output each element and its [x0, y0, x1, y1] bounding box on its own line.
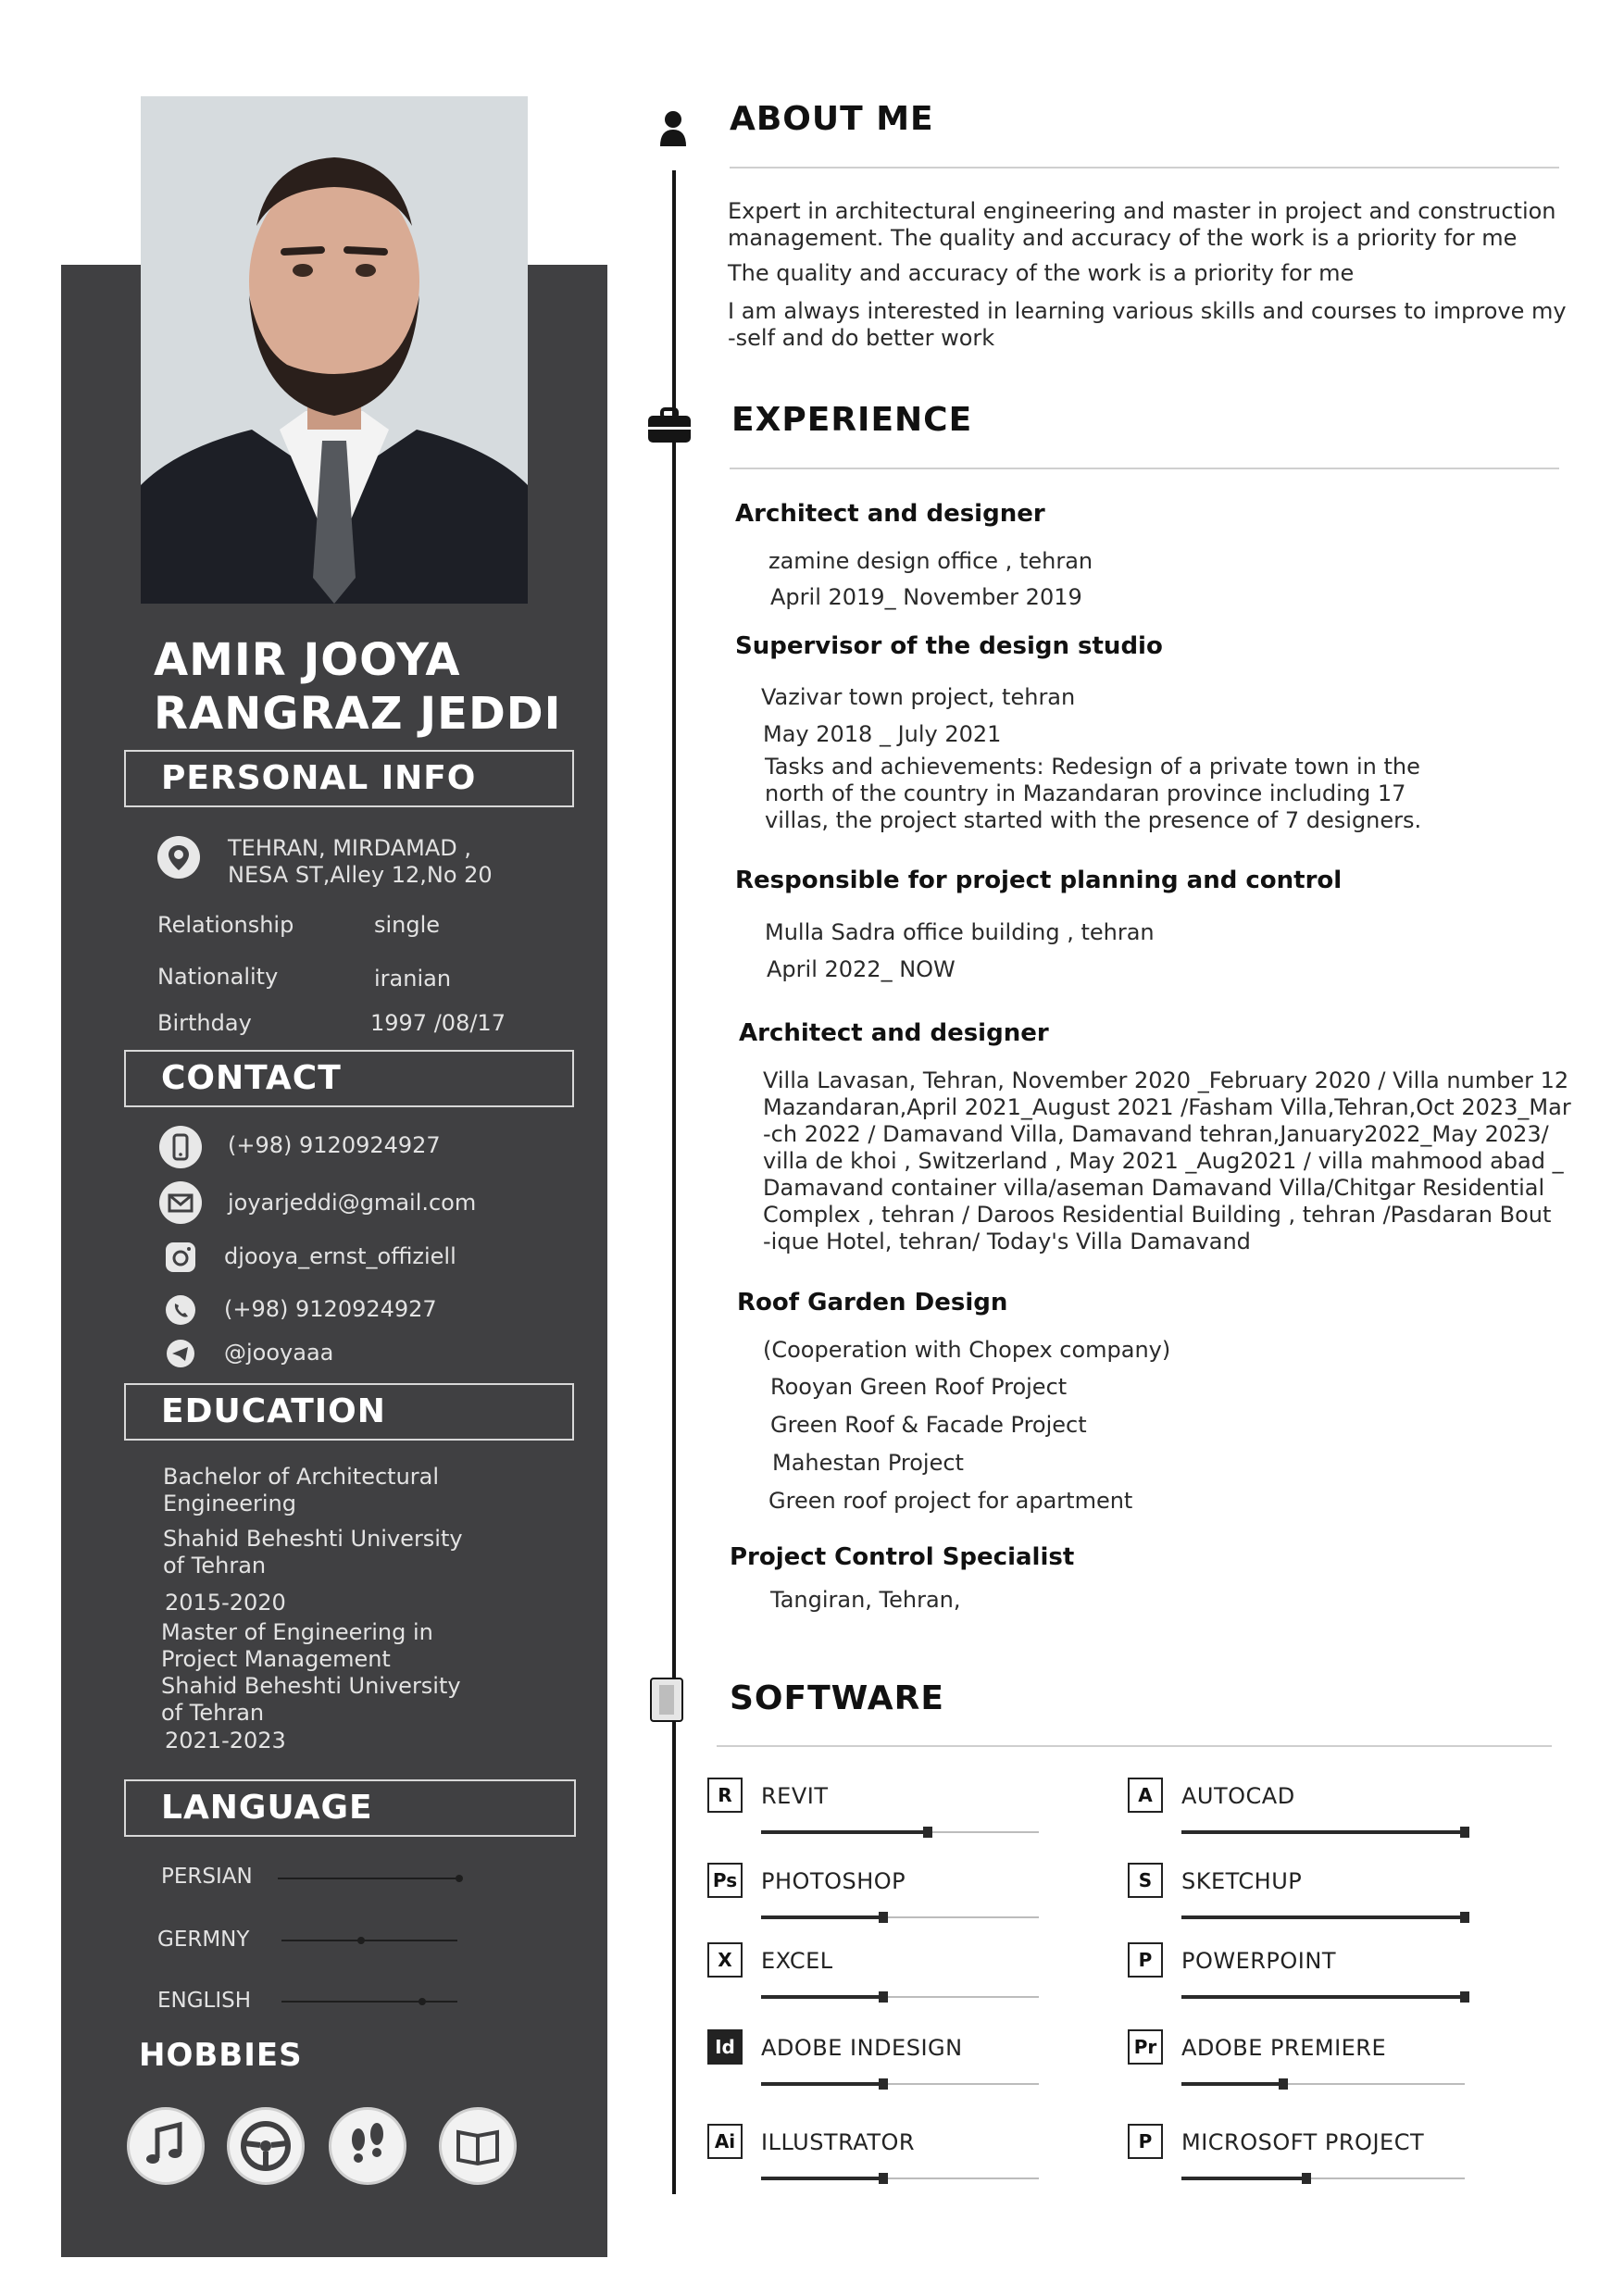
email-address[interactable]: joyarjeddi@gmail.com	[228, 1190, 477, 1216]
job-title: Supervisor of the design studio	[735, 632, 1163, 660]
language-bar	[281, 2001, 457, 2003]
email-icon	[159, 1181, 202, 1224]
telegram-handle[interactable]: @jooyaaa	[224, 1340, 334, 1366]
education-line: Master of Engineering in	[161, 1619, 433, 1645]
software-name: ADOBE INDESIGN	[761, 2035, 963, 2061]
software-name: POWERPOINT	[1181, 1948, 1336, 1974]
software-skill-fill	[1181, 2082, 1283, 2086]
excel-icon: X	[707, 1942, 743, 1978]
software-skill-bar	[761, 2083, 1039, 2085]
adobe-premiere-icon: Pr	[1128, 2029, 1163, 2065]
language-name: GERMNY	[157, 1928, 250, 1952]
software-skill-marker	[879, 1991, 888, 2003]
software-skill-bar	[1181, 2177, 1465, 2179]
about-text: -self and do better work	[728, 325, 995, 351]
job-company: Mulla Sadra office building , tehran	[765, 919, 1155, 945]
steering-wheel-icon	[227, 2107, 305, 2185]
job-description: Damavand container villa/aseman Damavand Villa/Chitgar Residential	[763, 1175, 1545, 1201]
adobe-indesign-icon: Id	[707, 2029, 743, 2065]
job-detail: Mahestan Project	[772, 1450, 964, 1476]
job-dates: April 2019_ November 2019	[770, 584, 1082, 610]
address-line-2: NESA ST,Alley 12,No 20	[228, 862, 493, 888]
language-heading: LANGUAGE	[124, 1779, 576, 1837]
powerpoint-icon: P	[1128, 1942, 1163, 1978]
language-level-marker	[418, 1998, 426, 2005]
language-level-marker	[357, 1937, 365, 1944]
job-detail: Green Roof & Facade Project	[770, 1412, 1087, 1438]
photoshop-icon: Ps	[707, 1863, 743, 1898]
sketchup-icon: S	[1128, 1863, 1163, 1898]
software-name: ADOBE PREMIERE	[1181, 2035, 1387, 2061]
software-skill-marker	[879, 2078, 888, 2090]
job-description: -ique Hotel, tehran/ Today's Villa Damavand	[763, 1229, 1251, 1254]
software-skill-marker	[879, 2173, 888, 2184]
location-icon	[157, 836, 200, 879]
education-line: Bachelor of Architectural	[163, 1464, 440, 1490]
software-name: REVIT	[761, 1783, 829, 1809]
software-skill-fill	[1181, 1830, 1465, 1834]
autocad-icon: A	[1128, 1778, 1163, 1813]
language-name: ENGLISH	[157, 1989, 252, 2013]
education-line: of Tehran	[163, 1553, 267, 1578]
about-divider	[730, 167, 1559, 168]
software-name: EXCEL	[761, 1948, 833, 1974]
education-heading: EDUCATION	[124, 1383, 574, 1441]
software-name: ILLUSTRATOR	[761, 2129, 916, 2155]
education-line: Project Management	[161, 1646, 391, 1672]
microsoft-project-icon: P	[1128, 2124, 1163, 2159]
first-name: AMIR JOOYA	[154, 634, 461, 686]
about-text: The quality and accuracy of the work is a priority for me	[728, 260, 1355, 286]
revit-icon: R	[707, 1778, 743, 1813]
software-skill-fill	[1181, 1995, 1465, 1999]
job-title: Roof Garden Design	[737, 1289, 1008, 1316]
software-skill-bar	[761, 1916, 1039, 1918]
software-skill-bar	[1181, 1916, 1465, 1918]
job-description: villa de khoi , Switzerland , May 2021 _Aug2021 / villa mahmood abad _	[763, 1148, 1564, 1174]
job-description: Complex , tehran / Daroos Residential Building , tehran /Pasdaran Bout	[763, 1202, 1552, 1228]
birthday-value: 1997 /08/17	[370, 1010, 506, 1036]
job-description: north of the country in Mazandaran province including 17	[765, 780, 1406, 806]
job-detail: (Cooperation with Chopex company)	[763, 1337, 1171, 1363]
experience-divider	[730, 468, 1559, 469]
software-skill-marker	[1460, 1991, 1469, 2003]
phone-number[interactable]: (+98) 9120924927	[228, 1132, 441, 1158]
hard-drive-icon	[650, 1678, 683, 1722]
experience-heading: EXPERIENCE	[731, 401, 973, 439]
software-skill-bar	[761, 2177, 1039, 2179]
briefcase-icon	[646, 407, 693, 444]
phone-icon	[159, 1126, 202, 1168]
software-skill-fill	[761, 2177, 883, 2180]
job-description: Villa Lavasan, Tehran, November 2020 _February 2020 / Villa number 12	[763, 1067, 1569, 1093]
education-years: 2021-2023	[165, 1728, 286, 1753]
software-skill-bar	[761, 1996, 1039, 1998]
software-divider	[717, 1745, 1552, 1747]
timeline-line	[672, 170, 676, 2194]
software-name: AUTOCAD	[1181, 1783, 1295, 1809]
job-dates: April 2022_ NOW	[767, 956, 956, 982]
language-level-marker	[456, 1875, 463, 1882]
education-line: Shahid Beheshti University	[163, 1526, 463, 1552]
whatsapp-icon	[163, 1292, 198, 1328]
job-description: Mazandaran,April 2021_August 2021 /Fasham Villa,Tehran,Oct 2023_Mar	[763, 1094, 1571, 1120]
music-icon	[127, 2107, 205, 2185]
hobbies-heading: HOBBIES	[139, 2037, 303, 2074]
last-name: RANGRAZ JEDDI	[154, 688, 562, 740]
person-icon	[656, 109, 691, 146]
software-skill-fill	[1181, 2177, 1306, 2180]
job-title: Project Control Specialist	[730, 1543, 1075, 1571]
job-detail: Rooyan Green Roof Project	[770, 1374, 1068, 1400]
education-line: of Tehran	[161, 1700, 265, 1726]
language-bar	[281, 1940, 457, 1941]
job-description: Tasks and achievements: Redesign of a private town in the	[765, 754, 1420, 780]
job-company: Tangiran, Tehran,	[770, 1587, 961, 1613]
relationship-value: single	[374, 912, 441, 938]
software-name: MICROSOFT PROJECT	[1181, 2129, 1425, 2155]
software-skill-fill	[1181, 1915, 1465, 1919]
profile-photo-illustration	[141, 96, 528, 604]
job-description: -ch 2022 / Damavand Villa, Damavand tehran,January2022_May 2023/	[763, 1121, 1549, 1147]
instagram-icon	[162, 1239, 199, 1276]
software-name: PHOTOSHOP	[761, 1868, 906, 1894]
software-skill-marker	[1460, 1827, 1469, 1838]
software-skill-marker	[923, 1827, 932, 1838]
software-skill-marker	[879, 1912, 888, 1923]
software-skill-fill	[761, 1995, 883, 1999]
about-text: Expert in architectural engineering and master in project and construction	[728, 198, 1556, 224]
job-title: Architect and designer	[739, 1019, 1049, 1047]
about-text: management. The quality and accuracy of the work is a priority for me	[728, 225, 1518, 251]
language-bar	[278, 1878, 459, 1879]
software-name: SKETCHUP	[1181, 1868, 1303, 1894]
software-skill-bar	[1181, 1831, 1465, 1833]
job-title: Architect and designer	[735, 500, 1045, 528]
software-skill-fill	[761, 1915, 883, 1919]
software-skill-fill	[761, 2082, 883, 2086]
telegram-icon	[165, 1338, 196, 1369]
software-skill-bar	[761, 1831, 1039, 1833]
education-years: 2015-2020	[165, 1590, 286, 1616]
book-icon	[439, 2107, 517, 2185]
about-heading: ABOUT ME	[730, 100, 934, 138]
about-text: I am always interested in learning various skills and courses to improve my	[728, 298, 1567, 324]
software-skill-marker	[1302, 2173, 1311, 2184]
job-company: zamine design office , tehran	[768, 548, 1093, 574]
software-skill-bar	[1181, 2083, 1465, 2085]
language-name: PERSIAN	[161, 1865, 253, 1889]
nationality-label: Nationality	[157, 964, 279, 990]
job-detail: Green roof project for apartment	[768, 1488, 1133, 1514]
software-skill-bar	[1181, 1996, 1465, 1998]
birthday-label: Birthday	[157, 1010, 252, 1036]
job-dates: May 2018 _ July 2021	[763, 721, 1002, 747]
job-title: Responsible for project planning and control	[735, 867, 1343, 894]
software-skill-marker	[1460, 1912, 1469, 1923]
footprints-icon	[329, 2107, 406, 2185]
software-heading: SOFTWARE	[730, 1679, 944, 1717]
education-line: Engineering	[163, 1491, 296, 1516]
software-skill-marker	[1279, 2078, 1288, 2090]
instagram-handle[interactable]: djooya_ernst_offiziell	[224, 1243, 456, 1269]
job-description: villas, the project started with the presence of 7 designers.	[765, 807, 1422, 833]
software-skill-fill	[761, 1830, 928, 1834]
nationality-value: iranian	[374, 966, 452, 992]
profile-photo	[141, 96, 528, 604]
illustrator-icon: Ai	[707, 2124, 743, 2159]
address-line-1: TEHRAN, MIRDAMAD ,	[228, 835, 472, 861]
relationship-label: Relationship	[157, 912, 294, 938]
whatsapp-number[interactable]: (+98) 9120924927	[224, 1296, 437, 1322]
education-line: Shahid Beheshti University	[161, 1673, 461, 1699]
personal-info-heading: PERSONAL INFO	[124, 750, 574, 807]
job-company: Vazivar town project, tehran	[761, 684, 1076, 710]
contact-heading: CONTACT	[124, 1050, 574, 1107]
